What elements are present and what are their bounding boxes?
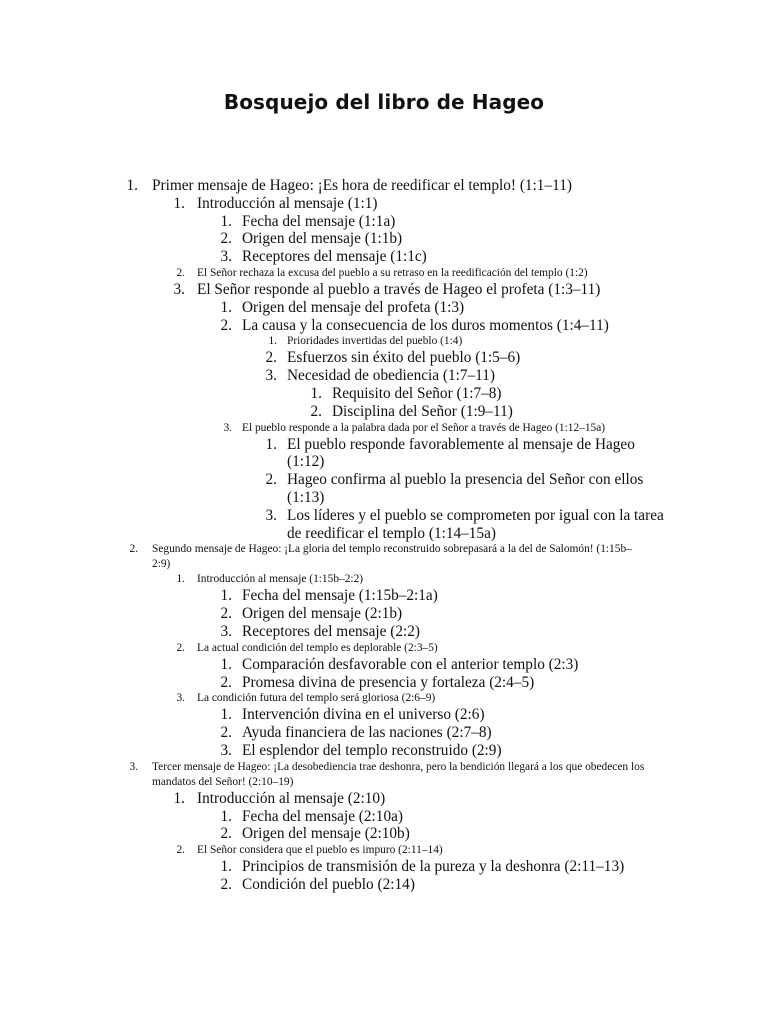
outline-item-text: Hageo confirma al pueblo la presencia del Señor con ellos (1:13) [287,471,644,506]
outline-item [0,195,768,213]
outline-item-number: 3. [223,421,232,434]
outline-item-number: 1. [176,573,185,586]
outline-item-text: Requisito del Señor (1:7–8) [332,384,502,402]
outline-item [0,266,768,281]
outline-item-text: Disciplina del Señor (1:9–11) [332,402,513,420]
outline-item-text: El Señor responde al pueblo a través de Hageo el profeta (1:3–11) [197,280,601,298]
outline-item-text: Condición del pueblo (2:14) [242,875,415,893]
outline-item-number: 3. [265,506,277,524]
outline-item-number: 1. [173,789,185,807]
outline-item [0,674,768,692]
outline-item [0,706,768,724]
outline-item-text: Origen del mensaje (1:1b) [242,230,403,248]
outline-item-number: 2. [220,316,232,334]
outline-item-text: Origen del mensaje (2:1b) [242,605,403,623]
outline-item-number: 1. [265,435,277,453]
outline-item-number: 1. [220,858,232,876]
outline-item-text: Promesa divina de presencia y fortaleza (2:4–5) [242,673,535,691]
outline-item-text: Ayuda financiera de las naciones (2:7–8) [242,724,492,742]
outline-item-text: Receptores del mensaje (1:1c) [242,248,427,266]
outline-item-text: Fecha del mensaje (1:15b–2:1a) [242,587,438,605]
outline-item-number: 3. [220,622,232,640]
outline-item-number: 3. [265,367,277,385]
outline-item-number: 3. [173,280,185,298]
outline-item-text: Introducción al mensaje (1:15b–2:2) [197,573,364,586]
outline-item [0,843,768,858]
outline-item [0,317,768,335]
outline-item-text: Introducción al mensaje (2:10) [197,789,386,807]
outline-item-text: Origen del mensaje del profeta (1:3) [242,298,465,316]
outline-item-number: 2. [220,875,232,893]
outline-item-text: Necesidad de obediencia (1:7–11) [287,367,495,385]
outline-item-number: 1. [220,706,232,724]
outline-item-number: 1. [173,194,185,212]
outline-item [0,724,768,742]
outline-item-text: El Señor considera que el pueblo es impuro (2:11–14) [197,844,443,857]
outline-item-number: 2. [129,543,138,556]
outline-item-number: 2. [220,724,232,742]
outline-item-number: 3. [129,760,138,773]
outline-item [0,572,768,587]
outline-item-number: 1. [268,335,277,348]
outline-item-text: Fecha del mensaje (2:10a) [242,807,403,825]
outline-item-text: Principios de transmisión de la pureza y la deshonra (2:11–13) [242,858,625,876]
outline-item-number: 2. [310,402,322,420]
outline-list [0,177,768,894]
outline-item [0,542,768,572]
outline-item-text: El Señor rechaza la excusa del pueblo a su retraso en la reedificación del templo (1:2) [197,266,588,279]
outline-item-text: Los líderes y el pueblo se comprometen por igual con la tarea de reedificar el templo (1:14–15a) [287,506,664,542]
outline-item-text: Primer mensaje de Hageo: ¡Es hora de reedificar el templo! (1:1–11) [152,177,572,194]
outline-item-text: El pueblo responde favorablemente al mensaje de Hageo (1:12) [287,435,635,471]
outline-item [0,641,768,656]
outline-item [0,385,768,403]
outline-item [0,876,768,894]
outline-item-number: 1. [310,384,322,402]
outline-item [0,230,768,248]
outline-item-text: Fecha del mensaje (1:1a) [242,212,396,230]
outline-item [0,587,768,605]
outline-item [0,248,768,266]
outline-item-text: Prioridades invertidas del pueblo (1:4) [287,335,463,348]
outline-item [0,334,768,349]
outline-item [0,436,768,472]
outline-item-number: 2. [176,641,185,654]
outline-item [0,858,768,876]
outline-item-number: 1. [220,298,232,316]
outline-item [0,213,768,231]
outline-item [0,299,768,317]
outline-item [0,403,768,421]
outline-item-number: 1. [220,655,232,673]
outline-item-number: 1. [220,807,232,825]
outline-item-number: 3. [220,741,232,759]
page-title: Bosquejo del libro de Hageo [223,90,545,114]
outline-item-text: La causa y la consecuencia de los duros momentos (1:4–11) [242,316,609,334]
outline-item [0,790,768,808]
outline-item-number: 2. [220,230,232,248]
outline-item [0,349,768,367]
outline-item-text: Esfuerzos sin éxito del pueblo (1:5–6) [287,349,521,367]
outline-item-text: La condición futura del templo será gloriosa (2:6–9) [197,692,436,705]
outline-item-number: 2. [265,349,277,367]
outline-item-number: 2. [220,605,232,623]
outline-item [0,808,768,826]
outline-item-number: 2. [265,471,277,489]
outline-item [0,825,768,843]
outline-item-text: Intervención divina en el universo (2:6) [242,706,485,724]
outline-item-text: Comparación desfavorable con el anterior templo (2:3) [242,655,579,673]
outline-item-text: Receptores del mensaje (2:2) [242,622,420,640]
outline-item [0,656,768,674]
outline-item-text: El esplendor del templo reconstruido (2:9) [242,741,502,759]
outline-item [0,177,768,195]
outline-item [0,623,768,641]
outline-item-text: La actual condición del templo es deplorable (2:3–5) [197,641,438,654]
outline-item-number: 1. [126,177,138,194]
outline-item [0,281,768,299]
outline-item-text: Segundo mensaje de Hageo: ¡La gloria del templo reconstruido sobrepasará a la del de Salomón! (1:15b–2:9) [152,543,632,571]
outline-item [0,760,768,790]
outline-item [0,605,768,623]
outline-item-number: 2. [176,266,185,279]
outline-item [0,471,768,507]
outline-item-text: Origen del mensaje (2:10b) [242,825,410,843]
outline-item-text: El pueblo responde a la palabra dada por el Señor a través de Hageo (1:12–15a) [242,421,606,434]
outline-item-number: 3. [176,692,185,705]
outline-item [0,507,768,543]
outline-item [0,691,768,706]
outline-item [0,367,768,385]
outline-item-number: 1. [220,212,232,230]
outline-item-number: 2. [220,825,232,843]
outline-item-number: 3. [220,248,232,266]
outline-item-number: 2. [220,673,232,691]
outline-item-number: 2. [176,844,185,857]
outline-item-text: Introducción al mensaje (1:1) [197,194,378,212]
outline-item [0,421,768,436]
outline-item [0,742,768,760]
outline-item-number: 1. [220,587,232,605]
outline-item-text: Tercer mensaje de Hageo: ¡La desobediencia trae deshonra, pero la bendición llegará a los que obedecen los mandatos del Señor! (2:10–19) [152,760,645,788]
